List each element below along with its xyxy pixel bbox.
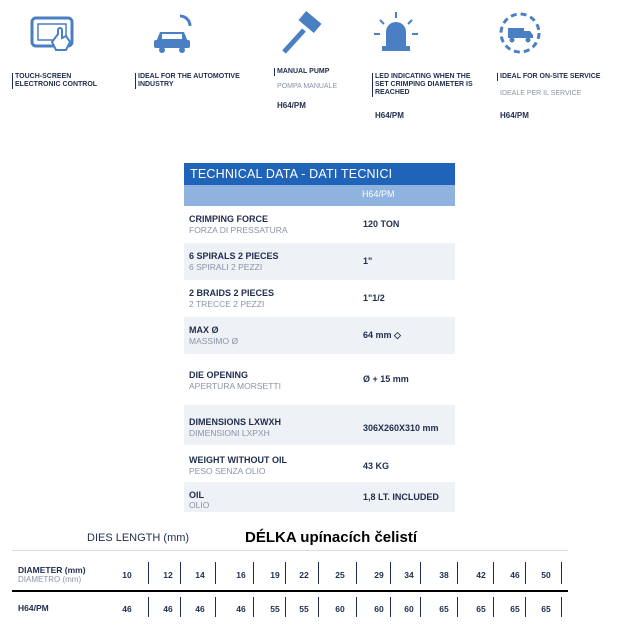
diameter-cell: 50 bbox=[541, 570, 551, 580]
row-label-it: APERTURA MORSETTI bbox=[189, 381, 281, 391]
feature-label: IDEAL FOR ON-SITE SERVICE bbox=[497, 73, 620, 81]
cell-separator bbox=[180, 597, 181, 617]
row-label-it: 2 TRECCE 2 PEZZI bbox=[189, 299, 265, 309]
length-cell: 65 bbox=[510, 604, 520, 614]
tech-row bbox=[184, 482, 455, 512]
length-cell: 65 bbox=[541, 604, 551, 614]
row-value: 120 TON bbox=[363, 219, 400, 229]
cell-separator bbox=[318, 562, 319, 584]
row-value: 43 KG bbox=[363, 461, 390, 471]
length-cell: 65 bbox=[476, 604, 486, 614]
cell-separator bbox=[215, 597, 216, 617]
cell-separator bbox=[493, 562, 494, 584]
cell-separator bbox=[457, 562, 458, 584]
diameter-cell: 19 bbox=[270, 570, 280, 580]
row-value: 64 mm ◇ bbox=[363, 330, 401, 340]
cell-separator bbox=[180, 562, 181, 584]
tech-row bbox=[184, 206, 455, 243]
row-label: DIMENSIONS LXWXH bbox=[189, 417, 282, 427]
cell-separator bbox=[390, 597, 391, 617]
row-value: 306X260X310 mm bbox=[363, 423, 439, 433]
feature-label: IDEAL FOR THE AUTOMOTIVE INDUSTRY bbox=[135, 73, 263, 89]
length-cell: 60 bbox=[374, 604, 384, 614]
row-label-it: DIMENSIONI LXPXH bbox=[189, 428, 270, 438]
cell-separator bbox=[390, 562, 391, 584]
row-value: 1,8 LT. INCLUDED bbox=[363, 492, 439, 502]
row-label-it: PESO SENZA OLIO bbox=[189, 466, 266, 476]
row-label-it: OLIO bbox=[189, 500, 210, 510]
model-name: H64/PM bbox=[362, 189, 395, 199]
length-cell: 55 bbox=[299, 604, 309, 614]
dies-length-title-cz: DÉLKA upínacích čelistí bbox=[245, 529, 417, 546]
diameter-cell: 12 bbox=[163, 570, 173, 580]
divider bbox=[12, 590, 568, 592]
cell-separator bbox=[356, 562, 357, 584]
length-cell: 46 bbox=[236, 604, 246, 614]
automotive-car-icon bbox=[150, 10, 200, 56]
row-label-it: MASSIMO Ø bbox=[189, 336, 239, 346]
row-label-it: FORZA DI PRESSATURA bbox=[189, 225, 288, 235]
tech-row bbox=[184, 354, 455, 391]
feature-sub: IDEALE PER IL SERVICE bbox=[500, 90, 582, 97]
diameter-label: DIAMETER (mm) bbox=[18, 565, 86, 575]
feature-sub: POMPA MANUALE bbox=[277, 83, 338, 90]
cell-separator bbox=[561, 597, 562, 617]
row-value: 1"1/2 bbox=[363, 293, 385, 303]
length-cell: 46 bbox=[163, 604, 173, 614]
diameter-cell: 42 bbox=[476, 570, 486, 580]
cell-separator bbox=[285, 597, 286, 617]
row-label: DIE OPENING bbox=[189, 370, 249, 380]
row-label: WEIGHT WITHOUT OIL bbox=[189, 455, 287, 465]
length-cell: 55 bbox=[270, 604, 280, 614]
length-cell: 60 bbox=[404, 604, 414, 614]
cell-separator bbox=[420, 597, 421, 617]
tech-data-title: TECHNICAL DATA - DATI TECNICI bbox=[184, 163, 455, 185]
length-cell: 46 bbox=[122, 604, 132, 614]
diameter-cell: 22 bbox=[299, 570, 309, 580]
row-label-it: 6 SPIRALI 2 PEZZI bbox=[189, 262, 263, 272]
diameter-cell: 14 bbox=[195, 570, 205, 580]
cell-separator bbox=[420, 562, 421, 584]
tech-model-header bbox=[184, 185, 455, 206]
cell-separator bbox=[493, 597, 494, 617]
diameter-cell: 34 bbox=[404, 570, 414, 580]
service-truck-icon bbox=[496, 10, 546, 56]
tech-row bbox=[184, 405, 455, 445]
length-cell: 46 bbox=[195, 604, 205, 614]
cell-separator bbox=[253, 597, 254, 617]
feature-label: TOUCH-SCREEN ELECTRONIC CONTROL bbox=[12, 73, 125, 89]
cell-separator bbox=[561, 562, 562, 584]
cell-separator bbox=[525, 562, 526, 584]
feature-label: MANUAL PUMP bbox=[274, 68, 367, 76]
diameter-cell: 46 bbox=[510, 570, 520, 580]
cell-separator bbox=[318, 597, 319, 617]
row-label: 6 SPIRALS 2 PIECES bbox=[189, 251, 279, 261]
length-cell: 60 bbox=[335, 604, 345, 614]
cell-separator bbox=[215, 562, 216, 584]
feature-model: H64/PM bbox=[375, 111, 404, 120]
row-label: CRIMPING FORCE bbox=[189, 214, 269, 224]
row-label: MAX Ø bbox=[189, 325, 219, 335]
length-cell: 65 bbox=[439, 604, 449, 614]
cell-separator bbox=[356, 597, 357, 617]
diameter-cell: 16 bbox=[236, 570, 246, 580]
cell-separator bbox=[148, 597, 149, 617]
hammer-pump-icon bbox=[278, 10, 328, 56]
model-label: H64/PM bbox=[18, 603, 49, 613]
row-value: 1" bbox=[363, 256, 373, 266]
feature-model: H64/PM bbox=[277, 101, 306, 110]
feature-model: H64/PM bbox=[500, 111, 529, 120]
touch-screen-icon bbox=[28, 10, 78, 56]
divider bbox=[12, 550, 568, 551]
tech-row bbox=[184, 317, 455, 354]
diameter-cell: 29 bbox=[374, 570, 384, 580]
diameter-cell: 10 bbox=[122, 570, 132, 580]
diameter-cell: 25 bbox=[335, 570, 345, 580]
cell-separator bbox=[148, 562, 149, 584]
row-value: Ø + 15 mm bbox=[363, 374, 409, 384]
cell-separator bbox=[525, 597, 526, 617]
diameter-cell: 38 bbox=[439, 570, 449, 580]
cell-separator bbox=[253, 562, 254, 584]
led-siren-icon bbox=[372, 10, 422, 56]
tech-row bbox=[184, 280, 455, 317]
dies-length-title: DIES LENGTH (mm) bbox=[87, 532, 190, 544]
cell-separator bbox=[457, 597, 458, 617]
row-label: 2 BRAIDS 2 PIECES bbox=[189, 288, 275, 298]
feature-label: LED INDICATING WHEN THE SET CRIMPING DIAMETER IS REACHED bbox=[372, 73, 493, 97]
cell-separator bbox=[285, 562, 286, 584]
row-label: OIL bbox=[189, 490, 204, 500]
diameter-label-it: DIAMETRO (mm) bbox=[18, 575, 82, 584]
tech-row bbox=[184, 445, 455, 482]
tech-row bbox=[184, 243, 455, 280]
